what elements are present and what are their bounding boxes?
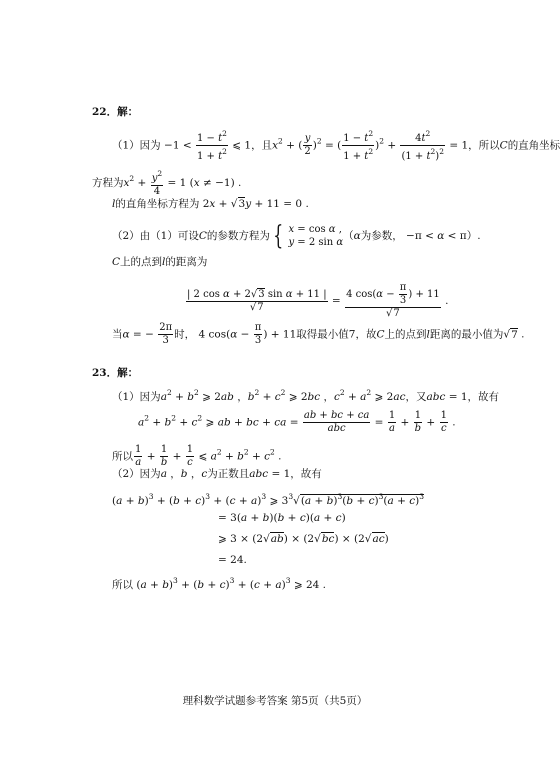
- q22-line-6: 当α = − $\frac{2\pi}{3}$ 时， 4 cos(α − $\frac{\pi}{3}$ ) + 11取得最小值7，故C上的点到l距离的最小值为√7 .: [112, 322, 525, 346]
- q23-title: 23．解：: [92, 367, 139, 379]
- q22-line-5: C上的点到l的距离为: [112, 256, 208, 268]
- q23-line-6: = 3(a + b)(b + c)(a + c): [218, 512, 346, 524]
- q23-line-1: （1）因为$a^2 + b^2$ ⩾ 2ab ，$b^2 + c^2$ ⩾ 2bc ，$c^2 + a^2$ ⩾ 2ac，又abc = 1，故有: [112, 388, 500, 403]
- q22-line-4: （2）由（1）可设C的参数方程为 { x = cos α , y = 2 sin α（α为参数， −π < α < π）.: [112, 221, 481, 251]
- q23-line-5: $(a + b)^3 + (b + c)^3 + (c + a)^3$ ⩾ $3^3√(a + b)^3(b + c)^3(a + c)^3$: [112, 492, 425, 507]
- page-footer: 理科数学试题参考答案 第5页（共5页）: [182, 695, 368, 707]
- q22-line-2: 方程为$x^2$ + $\frac{y^2}{4}$ = 1 (x ≠ −1) .: [92, 169, 242, 197]
- q22-title: 22．解：: [92, 106, 139, 118]
- q23-line-2: $a^2 + b^2 + c^2$ ⩾ ab + bc + ca = ab + bc + ca abc = $\frac{1}{a}$ + $\frac{1}{b}$ + $\frac{1}{c}$ .: [138, 410, 456, 434]
- q23-line-3: 所以 $\frac{1}{a}$ + $\frac{1}{b}$ + $\frac{1}{c}$ ⩽ $a^2 + b^2 + c^2$ .: [112, 444, 282, 468]
- q23-line-4: （2）因为a ，b ，c为正数且abc = 1，故有: [112, 468, 322, 480]
- q23-line-8: = 24.: [218, 554, 247, 566]
- q22-distance-formula: $\frac{\text{| 2 cos α + 2√3 sin α + 11 |}}{√7}$ = 4 cos(α − $\frac{\pi}{3}$ ) + 11 √7 .: [187, 282, 449, 319]
- q23-line-9: 所以 $(a + b)^3 + (b + c)^3 + (c + a)^3$ ⩾ 24 .: [112, 576, 327, 591]
- q22-line-1: （1）因为 −1 < $\frac{1 - t^2}{1 + t^2}$ ⩽ 1，且$x^2$ + ( $\frac{y}{2}$ )$^2$ = ( $\frac{1 - t^2}{1 + t^2}$ )$^2$ + $\frac{4t^2}{(1 + t^2)^2}$ = 1，所以C的直角坐标: [112, 129, 560, 162]
- q23-line-7: ⩾ 3 × (2√ab) × (2√bc) × (2√ac): [218, 533, 389, 545]
- q22-line-3: l的直角坐标方程为 2x + √3y + 11 = 0 .: [112, 198, 309, 210]
